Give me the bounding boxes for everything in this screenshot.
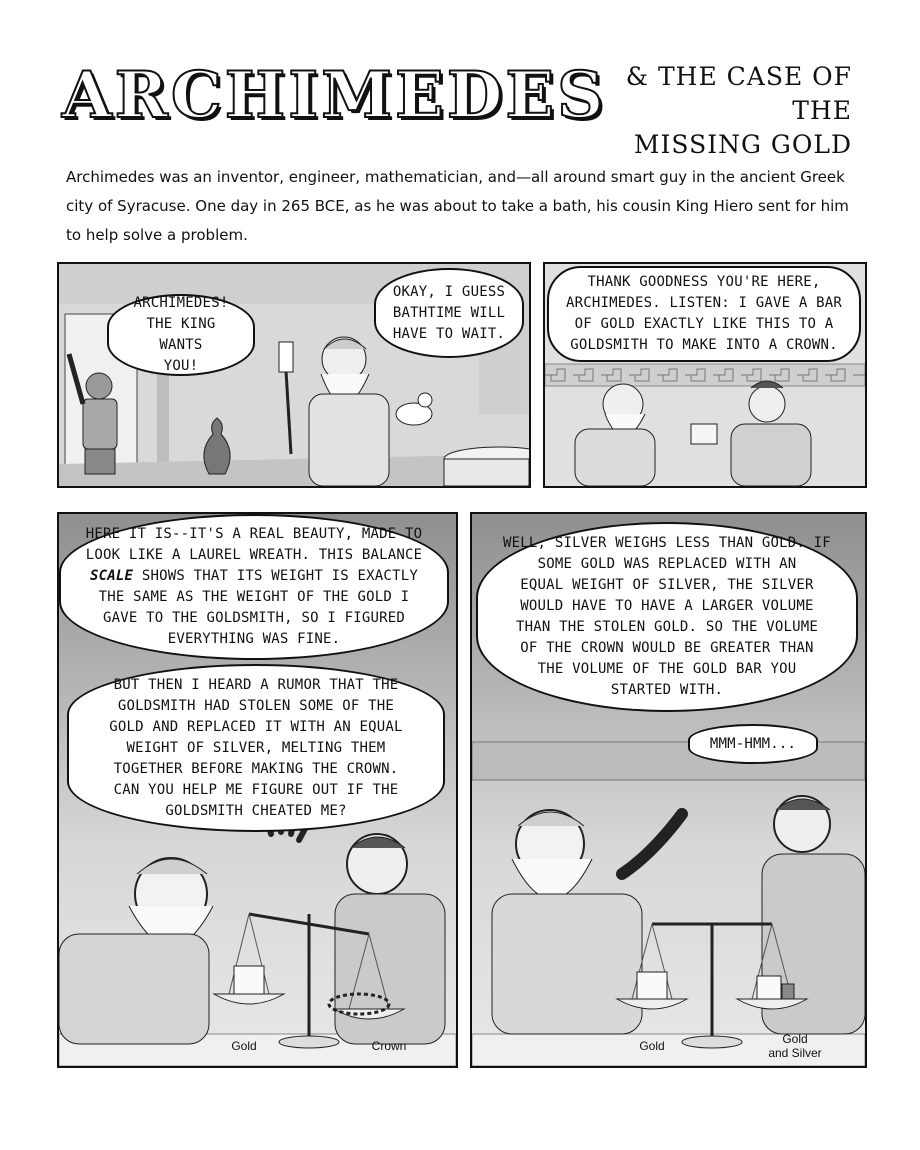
- comic-panel-1: [57, 262, 531, 488]
- scale-label-gold: Gold: [639, 1039, 665, 1053]
- archimedes-speech-bubble: SILVER WEIGHS LESS THAN GOLD. SOME GOLD WAS REPLACED WITH AN EQUAL WEIGHT OF SILVER, THE SILVER WOULD HAVE TO HAVE A LARGER VOLUME THAN THE STOLEN GOLD. SO THE VOLUME OF THE CROWN WOULD BE GREATER THAN THE VOLUME OF THE GOLD BAR YOU STARTED WITH.: [476, 522, 858, 712]
- comic-panel-3: [57, 512, 458, 1068]
- comic-panel-2: [543, 262, 867, 488]
- king-speech-bubble-2: BUT THEN I HEARD A RUMOR THAT THE GOLDSMITH HAD STOLEN SOME OF THE GOLD AND REPLACED IT WITH AN EQUAL WEIGHT OF SILVER, MELTING THEM TOGETHER BEFORE MAKING THE CROWN. CAN YOU HELP ME FIGURE OUT IF THE GOLDSMITH CHEATED ME?: [67, 664, 445, 832]
- king-bubble-1-text-b: SHOWS THAT ITS WEIGHT IS EXACTLY THE SAME AS THE WEIGHT OF THE GOLD I GAVE TO THE GOLDSMITH, SO I FIGURED EVERYTHING WAS FINE.: [98, 568, 418, 647]
- page-title: ARCHIMEDES: [62, 58, 607, 133]
- scale-label-gold-and-silver: Gold and Silver: [768, 1032, 822, 1060]
- page-subtitle: [582, 60, 852, 162]
- comic-panel-4: [470, 512, 867, 1068]
- subtitle-line-2: MISSING GOLD: [633, 130, 852, 159]
- scale-label-gold: Gold: [231, 1039, 257, 1053]
- intro-paragraph: Archimedes was an inventor, engineer, mathematician, and—all around smart guy in the ancient Greek city of Syracuse. One day in 265 BCE, as he was about to take a bath, his cousin King Hiero sent for him to help solve a problem.: [66, 168, 849, 244]
- archimedes-speech-bubble: OKAY, I GUESS BATHTIME WILL HAVE TO WAIT.: [374, 268, 524, 358]
- king-bubble-1-text-a: HERE IT IS--IT'S A REAL BEAUTY, MADE TO LOOK LIKE A LAUREL WREATH. THIS BALANCE: [85, 526, 423, 563]
- king-speech-bubble: THANK GOODNESS YOU'RE HERE, ARCHIMEDES. LISTEN: I GAVE A BAR OF GOLD EXACTLY LIKE THIS TO A GOLDSMITH TO MAKE INTO A CROWN.: [547, 266, 861, 362]
- king-speech-bubble-1: [59, 514, 449, 660]
- scale-label-crown: Crown: [371, 1039, 407, 1053]
- king-speech-bubble: MMM-HMM...: [688, 724, 818, 764]
- subtitle-line-1: & THE CASE OF THE: [625, 62, 852, 125]
- scale-emphasis: SCALE: [90, 568, 134, 584]
- guard-speech-bubble: ARCHIMEDES! THE KING WANTS YOU!: [107, 294, 255, 376]
